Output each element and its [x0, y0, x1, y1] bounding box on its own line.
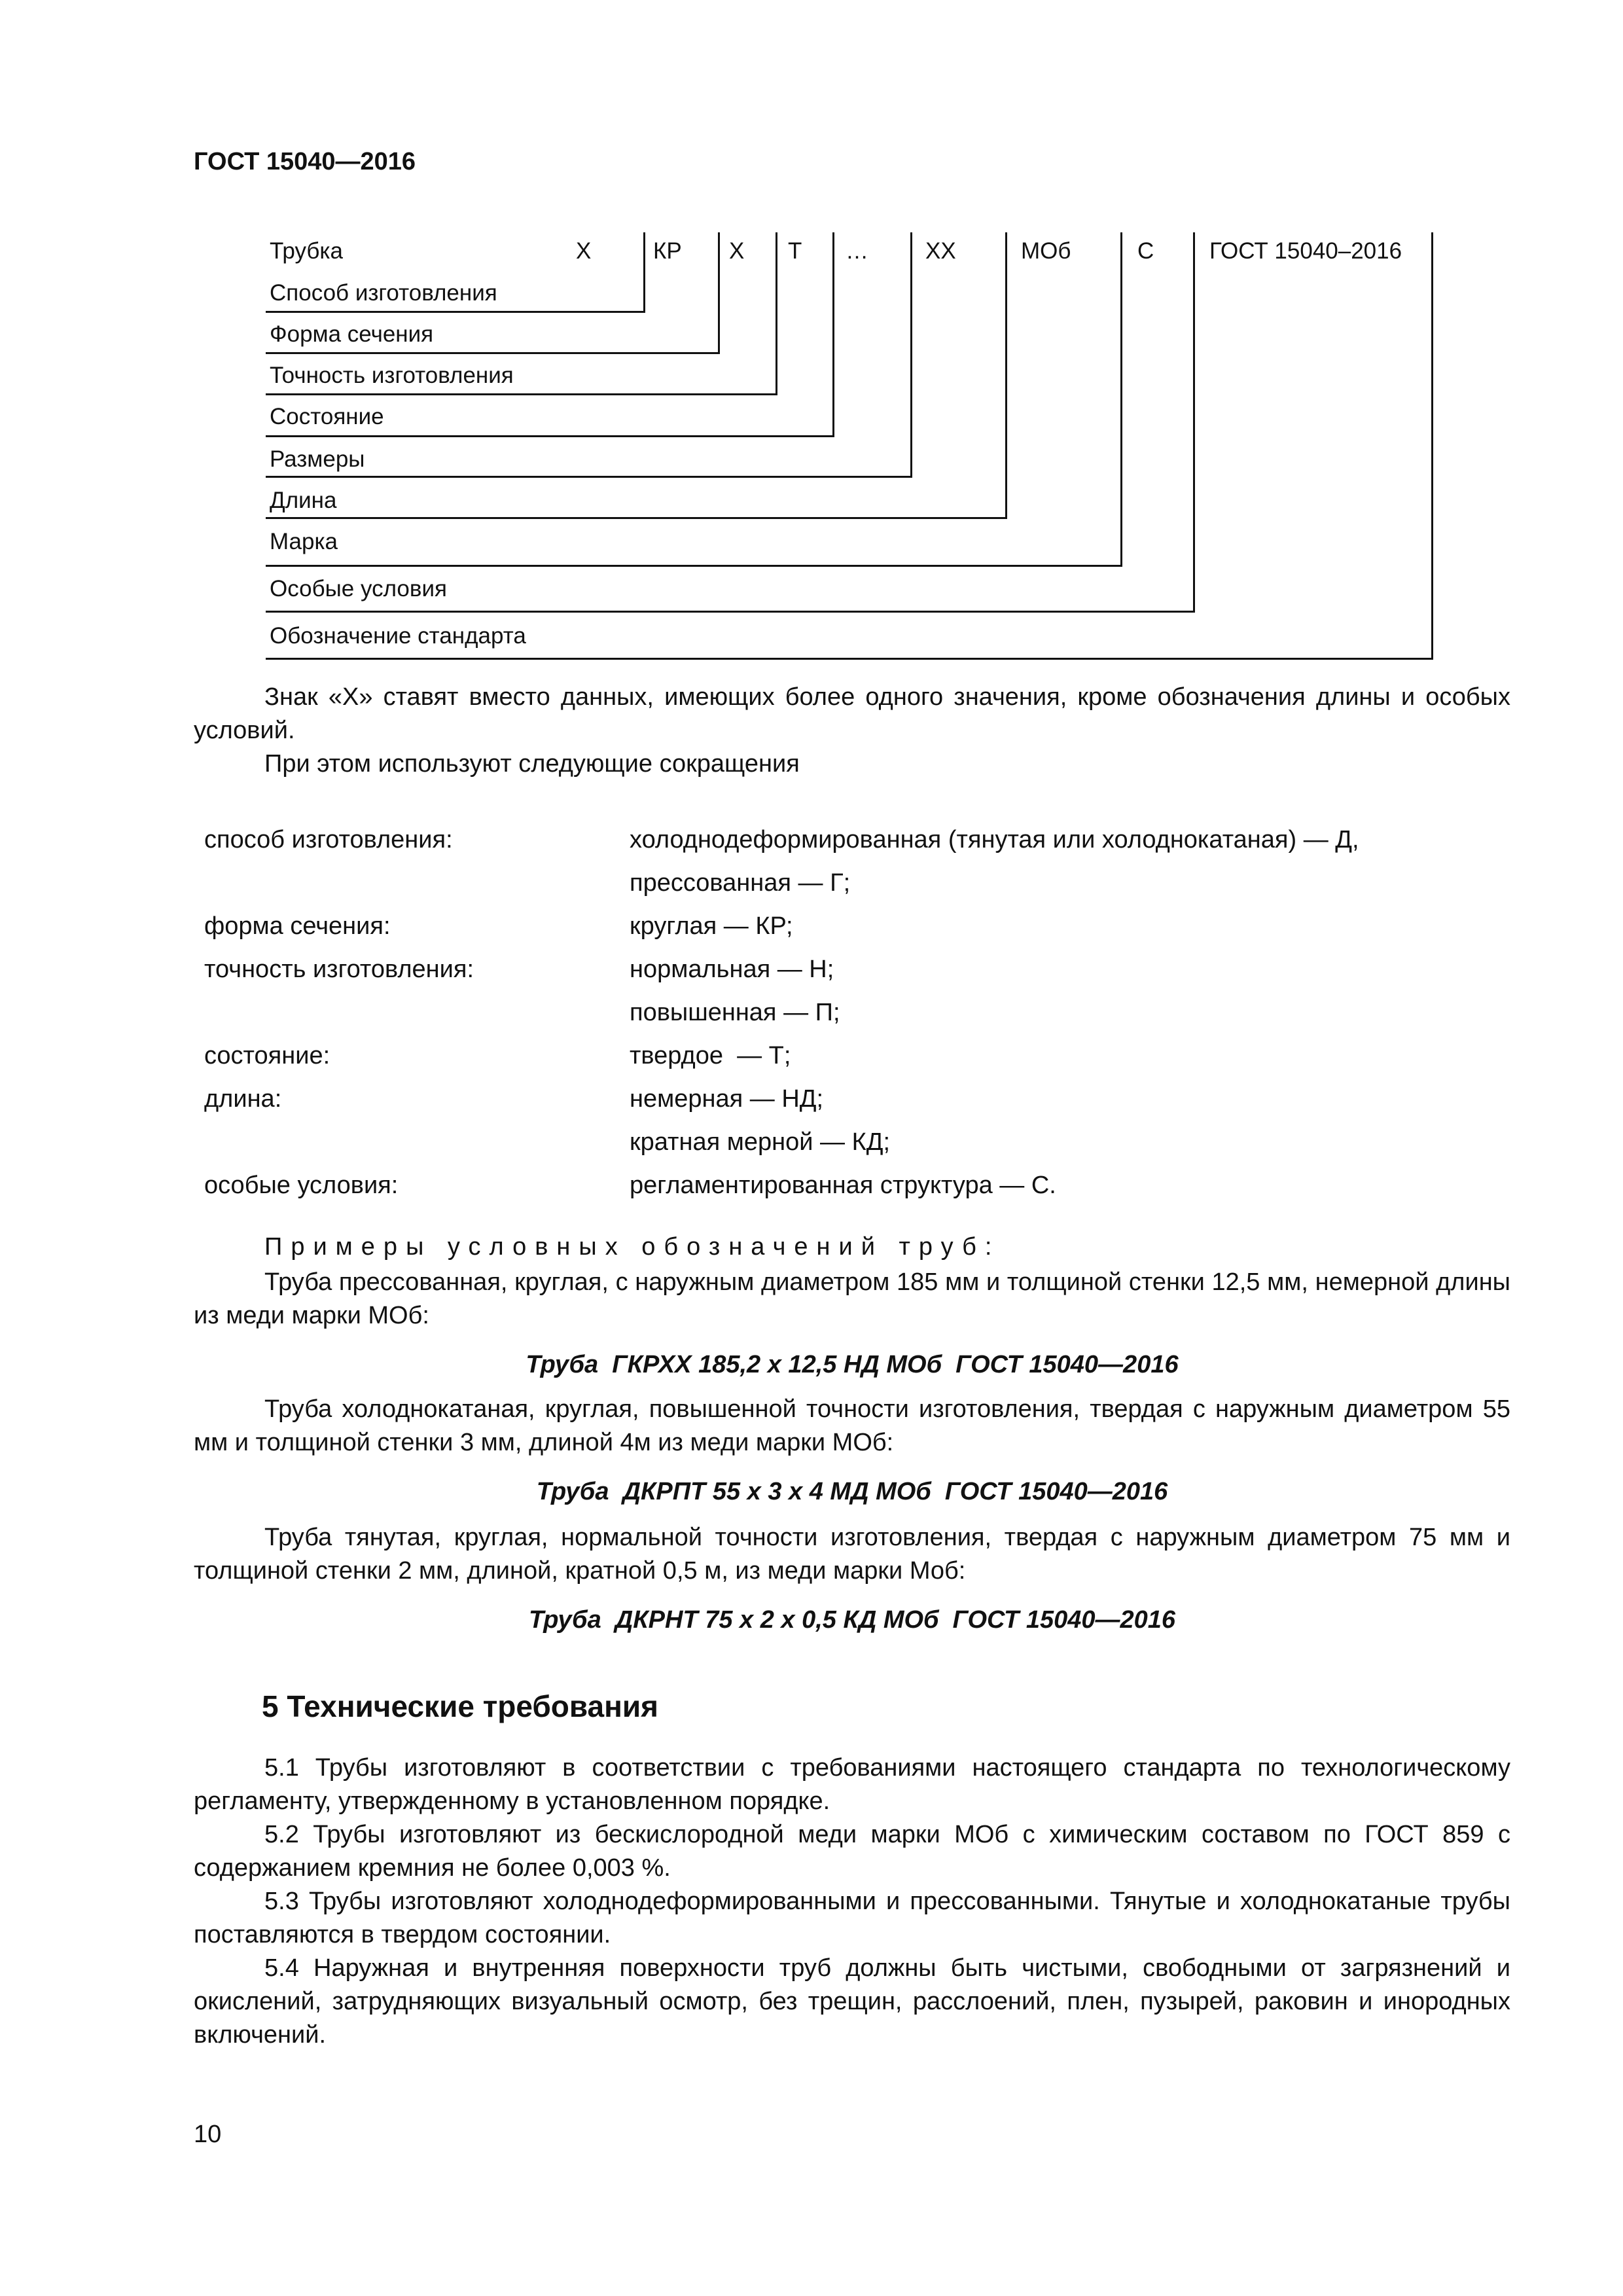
scheme-top-product: Трубка: [270, 238, 343, 264]
scheme-top-method: X: [576, 238, 592, 264]
abbr-value: холоднодеформированная (тянутая или холоднокатаная) — Д,: [630, 826, 1359, 853]
clause-5-3: 5.3 Трубы изготовляют холоднодеформированными и прессованными. Тянутые и холоднокатаные трубы поставляются в твердом состоянии.: [194, 1888, 1510, 1948]
example-description: Труба тянутая, круглая, нормальной точности изготовления, твердая с наружным диаметром 75 мм и толщиной стенки 2 мм, длиной, кратной 0,5 м, из меди марки Моб:: [194, 1524, 1510, 1585]
scheme-line-special-h: [266, 611, 1195, 613]
scheme-top-condition: Т: [788, 238, 802, 264]
abbr-term: особые условия:: [204, 1172, 399, 1199]
intro-paragraph: Знак «X» ставят вместо данных, имеющих более одного значения, кроме обозначения длины и особых условий.: [194, 683, 1510, 744]
scheme-line-accuracy-v: [776, 232, 777, 395]
page-number: 10: [194, 2121, 222, 2148]
abbr-value: кратная мерной — КД;: [630, 1128, 890, 1156]
scheme-line-grade-v: [1120, 232, 1122, 566]
scheme-top-standard: ГОСТ 15040–2016: [1209, 238, 1402, 264]
scheme-top-special: С: [1137, 238, 1154, 264]
scheme-line-sizes-v: [910, 232, 912, 477]
scheme-top-shape: КР: [653, 238, 682, 264]
scheme-line-length-h: [266, 517, 1007, 519]
scheme-label-accuracy: Точность изготовления: [270, 363, 514, 388]
scheme-line-standard-h: [266, 658, 1433, 660]
scheme-label-special: Особые условия: [270, 576, 447, 601]
abbr-term: способ изготовления:: [204, 826, 453, 853]
abbr-value: круглая — КР;: [630, 912, 793, 940]
scheme-label-sizes: Размеры: [270, 446, 365, 472]
example-designation: Труба ГКРХХ 185,2 х 12,5 НД МОб ГОСТ 15040—2016: [526, 1351, 1179, 1378]
abbr-value: немерная — НД;: [630, 1085, 824, 1113]
scheme-line-grade-h: [266, 565, 1122, 567]
abbr-value: нормальная — Н;: [630, 956, 834, 983]
abbr-term: точность изготовления:: [204, 956, 474, 983]
example-designation: Труба ДКРНТ 75 х 2 х 0,5 КД МОб ГОСТ 15040—2016: [528, 1606, 1176, 1634]
scheme-line-method-h: [266, 311, 645, 313]
scheme-line-shape-h: [266, 352, 720, 354]
abbr-value: прессованная — Г;: [630, 869, 851, 897]
page-header-standard: ГОСТ 15040—2016: [194, 148, 416, 175]
scheme-line-condition-v: [832, 232, 834, 437]
scheme-line-special-v: [1193, 232, 1195, 612]
scheme-line-length-v: [1005, 232, 1007, 518]
scheme-label-condition: Состояние: [270, 404, 384, 429]
scheme-label-shape: Форма сечения: [270, 321, 434, 347]
abbr-term: длина:: [204, 1085, 282, 1113]
scheme-top-grade: МОб: [1021, 238, 1071, 264]
scheme-label-method: Способ изготовления: [270, 280, 497, 306]
scheme-line-sizes-h: [266, 476, 912, 478]
section-title: 5 Технические требования: [262, 1689, 658, 1723]
example-description: Труба холоднокатаная, круглая, повышенной точности изготовления, твердая с наружным диаметром 55 мм и толщиной стенки 3 мм, длиной 4м из меди марки МОб:: [194, 1395, 1510, 1456]
scheme-top-sizes: …: [846, 238, 868, 264]
abbr-term: форма сечения:: [204, 912, 391, 940]
scheme-line-accuracy-h: [266, 393, 777, 395]
scheme-line-condition-h: [266, 435, 834, 437]
examples-heading: Примеры условных обозначений труб:: [264, 1233, 1001, 1261]
scheme-label-standard: Обозначение стандарта: [270, 623, 526, 649]
abbr-term: состояние:: [204, 1042, 330, 1069]
scheme-top-accuracy: X: [729, 238, 745, 264]
scheme-line-standard-v: [1431, 232, 1433, 659]
clause-5-2: 5.2 Трубы изготовляют из бескислородной меди марки МОб с химическим составом по ГОСТ 859 с содержанием кремния не более 0,003 %.: [194, 1821, 1510, 1882]
scheme-label-length: Длина: [270, 488, 337, 513]
intro-paragraph-2: При этом используют следующие сокращения: [264, 750, 800, 778]
example-designation: Труба ДКРПТ 55 х 3 х 4 МД МОб ГОСТ 15040—2016: [536, 1478, 1168, 1505]
clause-5-1: 5.1 Трубы изготовляют в соответствии с требованиями настоящего стандарта по технологическому регламенту, утвержденному в установленном порядке.: [194, 1754, 1510, 1815]
scheme-top-length: ХХ: [925, 238, 956, 264]
scheme-line-method-v: [643, 232, 645, 312]
scheme-label-grade: Марка: [270, 529, 338, 554]
example-description: Труба прессованная, круглая, с наружным диаметром 185 мм и толщиной стенки 12,5 мм, немерной длины из меди марки МОб:: [194, 1268, 1510, 1329]
clause-5-4: 5.4 Наружная и внутренняя поверхности труб должны быть чистыми, свободными от загрязнений и окислений, затрудняющих визуальный осмотр, без трещин, расслоений, плен, пузырей, раковин и инородных включений.: [194, 1954, 1510, 2049]
abbr-value: регламентированная структура — С.: [630, 1172, 1056, 1199]
abbr-value: твердое — Т;: [630, 1042, 791, 1069]
scheme-line-shape-v: [718, 232, 720, 353]
abbr-value: повышенная — П;: [630, 999, 840, 1026]
